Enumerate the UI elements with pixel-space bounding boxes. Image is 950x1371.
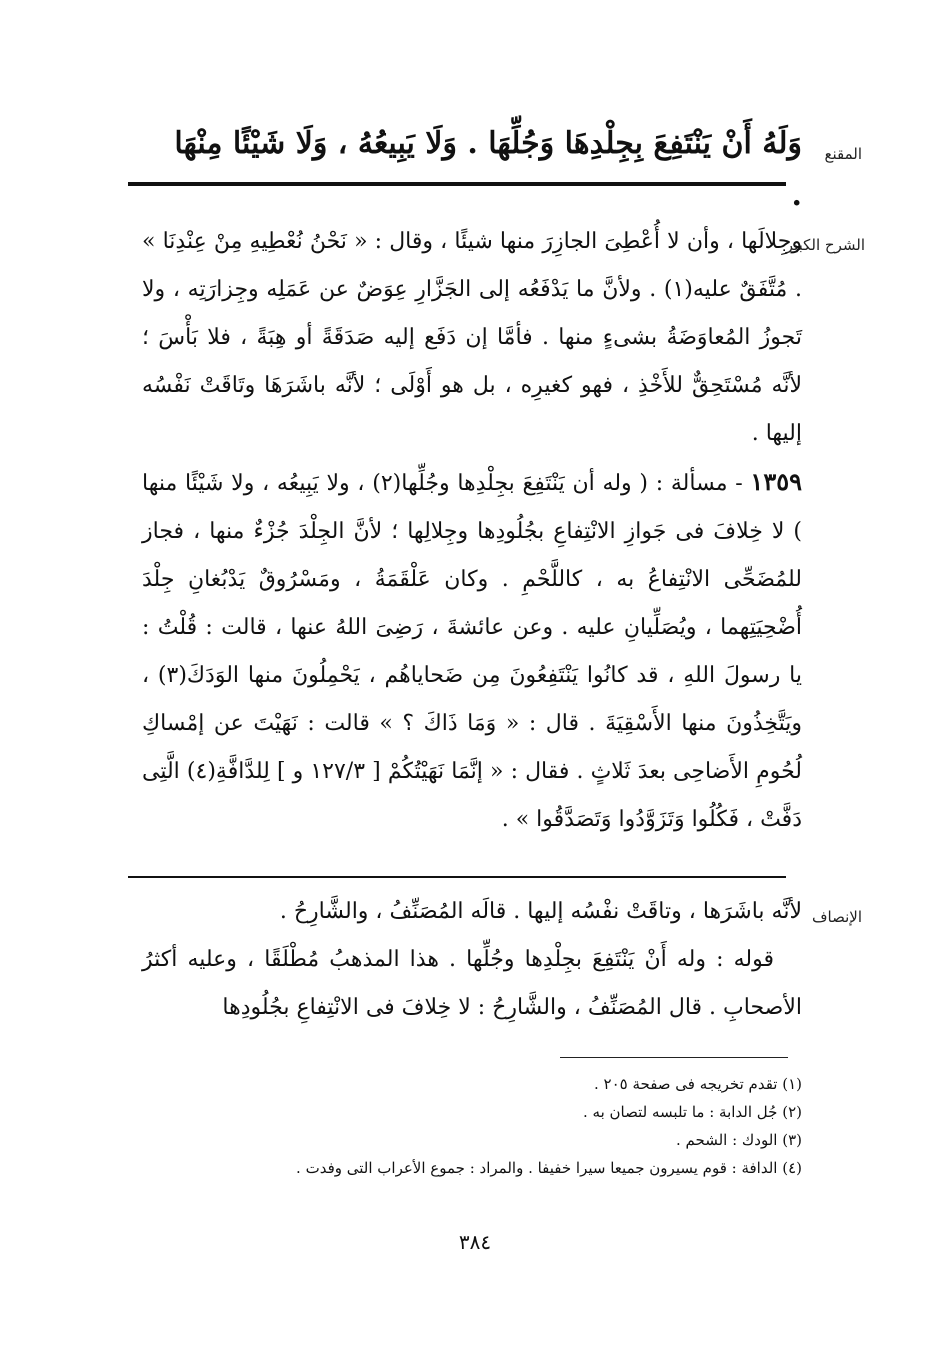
sharh-paragraph-1: وجِلالَها ، وأن لا أُعْطِىَ الجازِرَ منها شيئًا ، وقال : « نَحْنُ نُعْطِيهِ مِنْ عِنْدِنَا » . مُتَّفَقٌ عليه(١) . ولأنَّ ما يَدْفَعُه إلى الجَزَّارِ عِوَضٌ عن عَمَلِه وجِزارَتِه ، ولا تَجوزُ المُعاوَضَةُ بشىءٍ منها . فأمَّا إن دَفَع إليه صَدَقَةً أو هِبَةً ، فلا بَأْسَ ؛ لأنَّه مُسْتَحِقٌّ للأَخْذِ ، فهو كغيرِه ، بل هو أَوْلَى ؛ لأنَّه باشَرَهَا وتَاقَتْ نَفْسُه إليها . <box>142 229 802 446</box>
footnote-1: (١) تقدم تخريجه فى صفحة ٢٠٥ . <box>593 1075 802 1093</box>
muqni-label: المقنع <box>824 145 862 163</box>
footnote-4: (٤) الدافة : قوم يسيرون جميعا سيرا خفيفا . والمراد : جموع الأعراب التى وفدت . <box>296 1159 802 1177</box>
sharh-text-block <box>142 218 802 844</box>
insaf-text-block <box>142 888 802 1032</box>
sharh-paragraph-2-text: - مسألة : ( وله أن يَنْتَفِعَ بجِلْدِها وجُلِّها(٢) ، ولا يَبِيعُه ، ولا شَيْئًا منها ) لا خِلافَ فى جَوازِ الانْتِفاعِ بجُلُودِها وجِلالِها ؛ لأنَّ الجِلْدَ جُزْءٌ منها ، فجاز للمُضَحِّى الانْتِفاعُ به ، كاللَّحْمِ . وكان عَلْقَمَةُ ، ومَسْرُوقٌ يَدْبُغانِ جِلْدَ أُضْحِيَتِهما ، ويُصَلِّيانِ عليه . وعن عائشةَ ، رَضِىَ اللهُ عنها ، قالت : قُلْتُ : يا رسولَ اللهِ ، قد كانُوا يَنْتَفِعُونَ مِن ضَحاياهُم ، يَحْمِلُونَ منها الوَدَكَ(٣) ، ويَتَّخِذُونَ منها الأَسْقِيَةَ . قال : « وَمَا ذَاكَ ؟ » قالت : نَهَيْتَ عن إمْساكِ لُحُومِ الأَضاحِى بعدَ ثَلاثٍ . فقال : « إنَّمَا نَهَيْتُكُمْ [ ١٢٧/٣ و ] لِلدَّافَّةِ(٤) الَّتِى دَفَّتْ ، فَكُلُوا وَتَزَوَّدُوا وَتَصَدَّقُوا » . <box>142 471 803 832</box>
footnote-2: (٢) جُل الدابة : ما تلبسه لتصان به . <box>583 1103 802 1121</box>
footnotes <box>142 1070 802 1182</box>
sharh-paragraph-2 <box>142 458 802 844</box>
page-number: ٣٨٤ <box>458 1230 492 1254</box>
issue-number: ١٣٥٩ <box>750 467 802 496</box>
muqni-text: وَلَهُ أَنْ يَنْتَفِعَ بِجِلْدِهَا وَجُلِّهَا . وَلَا يَبِيعُهُ ، وَلَا شَيْئًا مِنْهَا . <box>174 126 802 213</box>
footnote-3: (٣) الودك : الشحم . <box>676 1131 802 1149</box>
footnote-divider <box>560 1057 788 1058</box>
insaf-paragraph-1: لأنَّه باشَرَها ، وتاقَتْ نفْسُه إليها . قالَه المُصَنِّفُ ، والشَّارِحُ . <box>279 899 802 924</box>
sharh-label: الشرح الكبير <box>785 236 865 254</box>
insaf-label: الإنصاف <box>811 908 862 926</box>
section-divider-thick <box>128 182 786 186</box>
insaf-paragraph-2: قوله : وله أَنْ يَنْتَفِعَ بجِلْدِها وجُلِّها . هذا المذهبُ مُطْلَقًا ، وعليه أكثرُ الأصحابِ . قال المُصَنِّفُ ، والشَّارِحُ : لا خِلافَ فى الانْتِفاعِ بجُلُودِها <box>142 947 802 1020</box>
section-divider-thin <box>128 876 786 878</box>
